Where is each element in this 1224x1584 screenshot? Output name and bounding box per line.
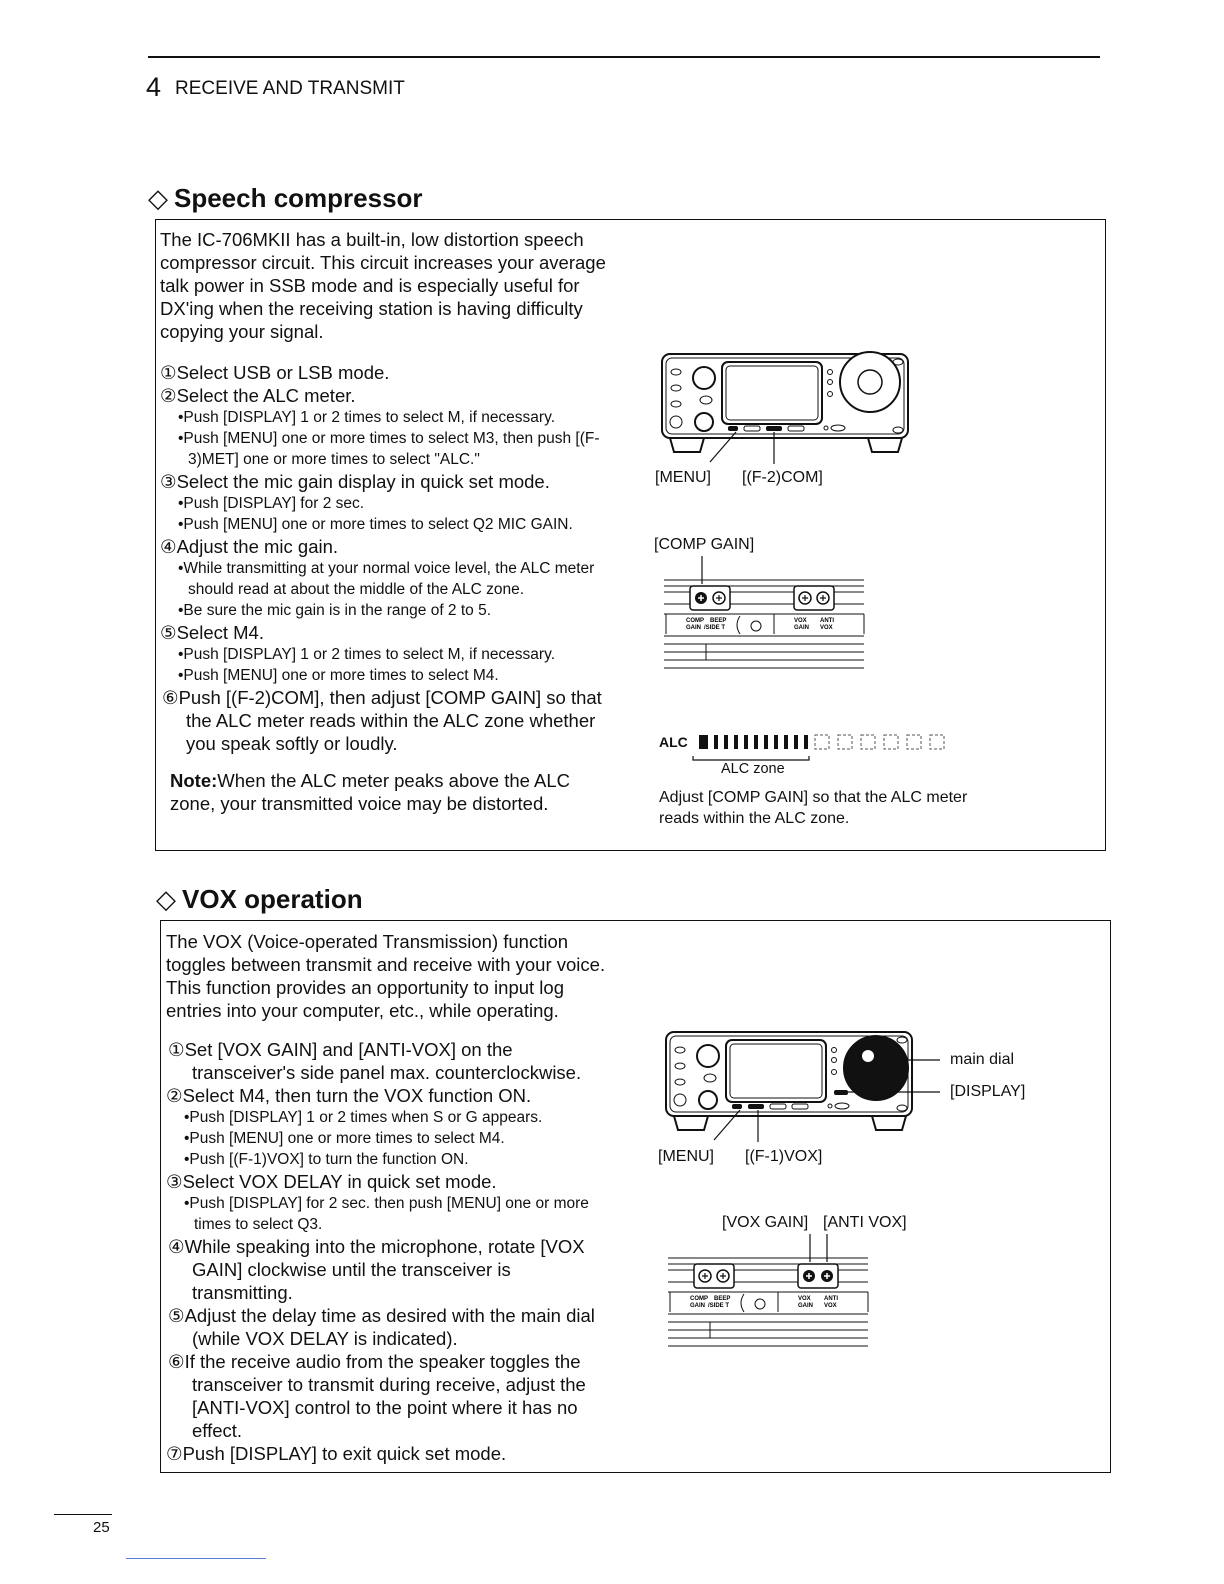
gain-text-2: GAIN xyxy=(798,1303,813,1309)
speech-step-5-bullet-1: •Push [DISPLAY] 1 or 2 times to select M, if necessary. xyxy=(178,646,555,663)
transceiver-front-illustration-vox xyxy=(664,1028,916,1138)
comp-text: COMP xyxy=(690,1296,708,1302)
vox-step-6: ⑥If the receive audio from the speaker toggles the transceiver to transmit during receive, adjust the [ANTI-VOX] control to the point where it has no effect. xyxy=(168,1351,586,1441)
comp-gain-label: [COMP GAIN] xyxy=(654,536,755,553)
side-panel-illustration-vox xyxy=(668,1234,872,1356)
vox-fig-f1-label: [(F-1)VOX] xyxy=(745,1148,823,1165)
vox-step-1: ①Set [VOX GAIN] and [ANTI-VOX] on the transceiver's side panel max. counterclockwise. xyxy=(168,1039,582,1083)
side-text: /SIDE T xyxy=(704,625,726,631)
main-dial-label: main dial xyxy=(950,1051,1015,1068)
page-number: 25 xyxy=(93,1519,110,1536)
vox-text: VOX xyxy=(798,1296,811,1302)
side-text: /SIDE T xyxy=(708,1303,730,1309)
vox-fig-menu-label: [MENU] xyxy=(658,1148,714,1165)
diamond-icon: ◇ xyxy=(156,884,176,914)
alc-zone-label: ALC zone xyxy=(721,761,785,777)
speech-fig-menu-label: [MENU] xyxy=(655,469,711,486)
vox-step-2-bullet-2: •Push [MENU] one or more times to select M4. xyxy=(184,1130,505,1147)
alc-meter-bar xyxy=(697,732,953,764)
footer-link-rule xyxy=(126,1558,266,1559)
note-label: Note: xyxy=(170,770,218,791)
chapter-header xyxy=(146,72,405,103)
speech-step-2-bullet-2: •Push [MENU] one or more times to select M3, then push [(F-3)MET] one or more times to select "ALC." xyxy=(178,430,600,468)
display-label: [DISPLAY] xyxy=(950,1083,1026,1100)
speech-step-2: ②Select the ALC meter. xyxy=(160,385,356,406)
speech-step-4-bullet-2: •Be sure the mic gain is in the range of 2 to 5. xyxy=(178,602,492,619)
page-number-rule xyxy=(54,1514,112,1515)
diamond-icon: ◇ xyxy=(148,183,168,213)
vox-step-7: ⑦Push [DISPLAY] to exit quick set mode. xyxy=(166,1443,507,1464)
vox-step-3-bullet-1: •Push [DISPLAY] for 2 sec. then push [MENU] one or more times to select Q3. xyxy=(184,1195,589,1233)
vox-step-4: ④While speaking into the microphone, rotate [VOX GAIN] clockwise until the transceiver is transmitting. xyxy=(168,1236,585,1303)
speech-step-3-bullet-1: •Push [DISPLAY] for 2 sec. xyxy=(178,495,365,512)
vox-text-column xyxy=(166,930,612,1465)
vox-step-2: ②Select M4, then turn the VOX function ON. xyxy=(166,1085,532,1106)
speech-fig-f2-label: [(F-2)COM] xyxy=(742,469,823,486)
chapter-title: RECEIVE AND TRANSMIT xyxy=(175,78,405,99)
speech-step-5-bullet-2: •Push [MENU] one or more times to select M4. xyxy=(178,667,499,684)
speech-step-1: ①Select USB or LSB mode. xyxy=(160,362,390,383)
vox-text-2: VOX xyxy=(824,1303,837,1309)
top-rule xyxy=(148,56,1100,58)
gain-text: GAIN xyxy=(690,1303,705,1309)
vox-section-title xyxy=(156,884,363,915)
beep-text: BEEP xyxy=(710,618,727,624)
speech-step-5: ⑤Select M4. xyxy=(160,622,264,643)
speech-step-4: ④Adjust the mic gain. xyxy=(160,536,339,557)
vox-title-text: VOX operation xyxy=(182,884,363,914)
vox-step-5: ⑤Adjust the delay time as desired with the main dial (while VOX DELAY is indicated). xyxy=(168,1305,595,1349)
vox-intro: The VOX (Voice-operated Transmission) function toggles between transmit and receive with your voice. This function provides an opportunity to input log entries into your computer, etc., while operating. xyxy=(166,931,606,1021)
speech-intro: The IC-706MKII has a built-in, low distortion speech compressor circuit. This circuit increases your average talk power in SSB mode and is especially useful for DX'ing when the receiving station is having difficulty copying your signal. xyxy=(160,229,606,342)
vox-text-2: VOX xyxy=(820,625,833,631)
note-text: When the ALC meter peaks above the ALC zone, your transmitted voice may be distorted. xyxy=(170,770,571,814)
speech-section-title xyxy=(148,183,423,214)
anti-text: ANTI xyxy=(820,618,834,624)
vox-step-2-bullet-1: •Push [DISPLAY] 1 or 2 times when S or G appears. xyxy=(184,1109,543,1126)
vox-step-2-bullet-3: •Push [(F-1)VOX] to turn the function ON. xyxy=(184,1151,469,1168)
beep-text: BEEP xyxy=(714,1296,731,1302)
transceiver-front-illustration xyxy=(660,350,912,460)
alc-meter-label: ALC xyxy=(659,734,688,750)
speech-step-6: ⑥Push [(F-2)COM], then adjust [COMP GAIN] so that the ALC meter reads within the ALC zone whether you speak softly or loudly. xyxy=(162,687,602,754)
vox-gain-label: [VOX GAIN] xyxy=(722,1214,809,1231)
speech-step-2-bullet-1: •Push [DISPLAY] 1 or 2 times to select M, if necessary. xyxy=(178,409,555,426)
anti-text: ANTI xyxy=(824,1296,838,1302)
side-panel-illustration xyxy=(664,556,868,678)
speech-step-3-bullet-2: •Push [MENU] one or more times to select Q2 MIC GAIN. xyxy=(178,516,573,533)
anti-vox-label: [ANTI VOX] xyxy=(823,1214,907,1231)
chapter-number: 4 xyxy=(146,72,162,102)
speech-text-column xyxy=(160,228,608,815)
speech-step-3: ③Select the mic gain display in quick set mode. xyxy=(160,471,550,492)
gain-text: GAIN xyxy=(686,625,701,631)
alc-caption: Adjust [COMP GAIN] so that the ALC meter reads within the ALC zone. xyxy=(659,789,968,827)
gain-text-2: GAIN xyxy=(794,625,809,631)
speech-step-4-bullet-1: •While transmitting at your normal voice level, the ALC meter should read at about the middle of the ALC zone. xyxy=(178,560,595,598)
vox-step-3: ③Select VOX DELAY in quick set mode. xyxy=(166,1171,497,1192)
vox-text: VOX xyxy=(794,618,807,624)
comp-text: COMP xyxy=(686,618,704,624)
speech-note xyxy=(160,769,608,815)
speech-title-text: Speech compressor xyxy=(174,183,423,213)
